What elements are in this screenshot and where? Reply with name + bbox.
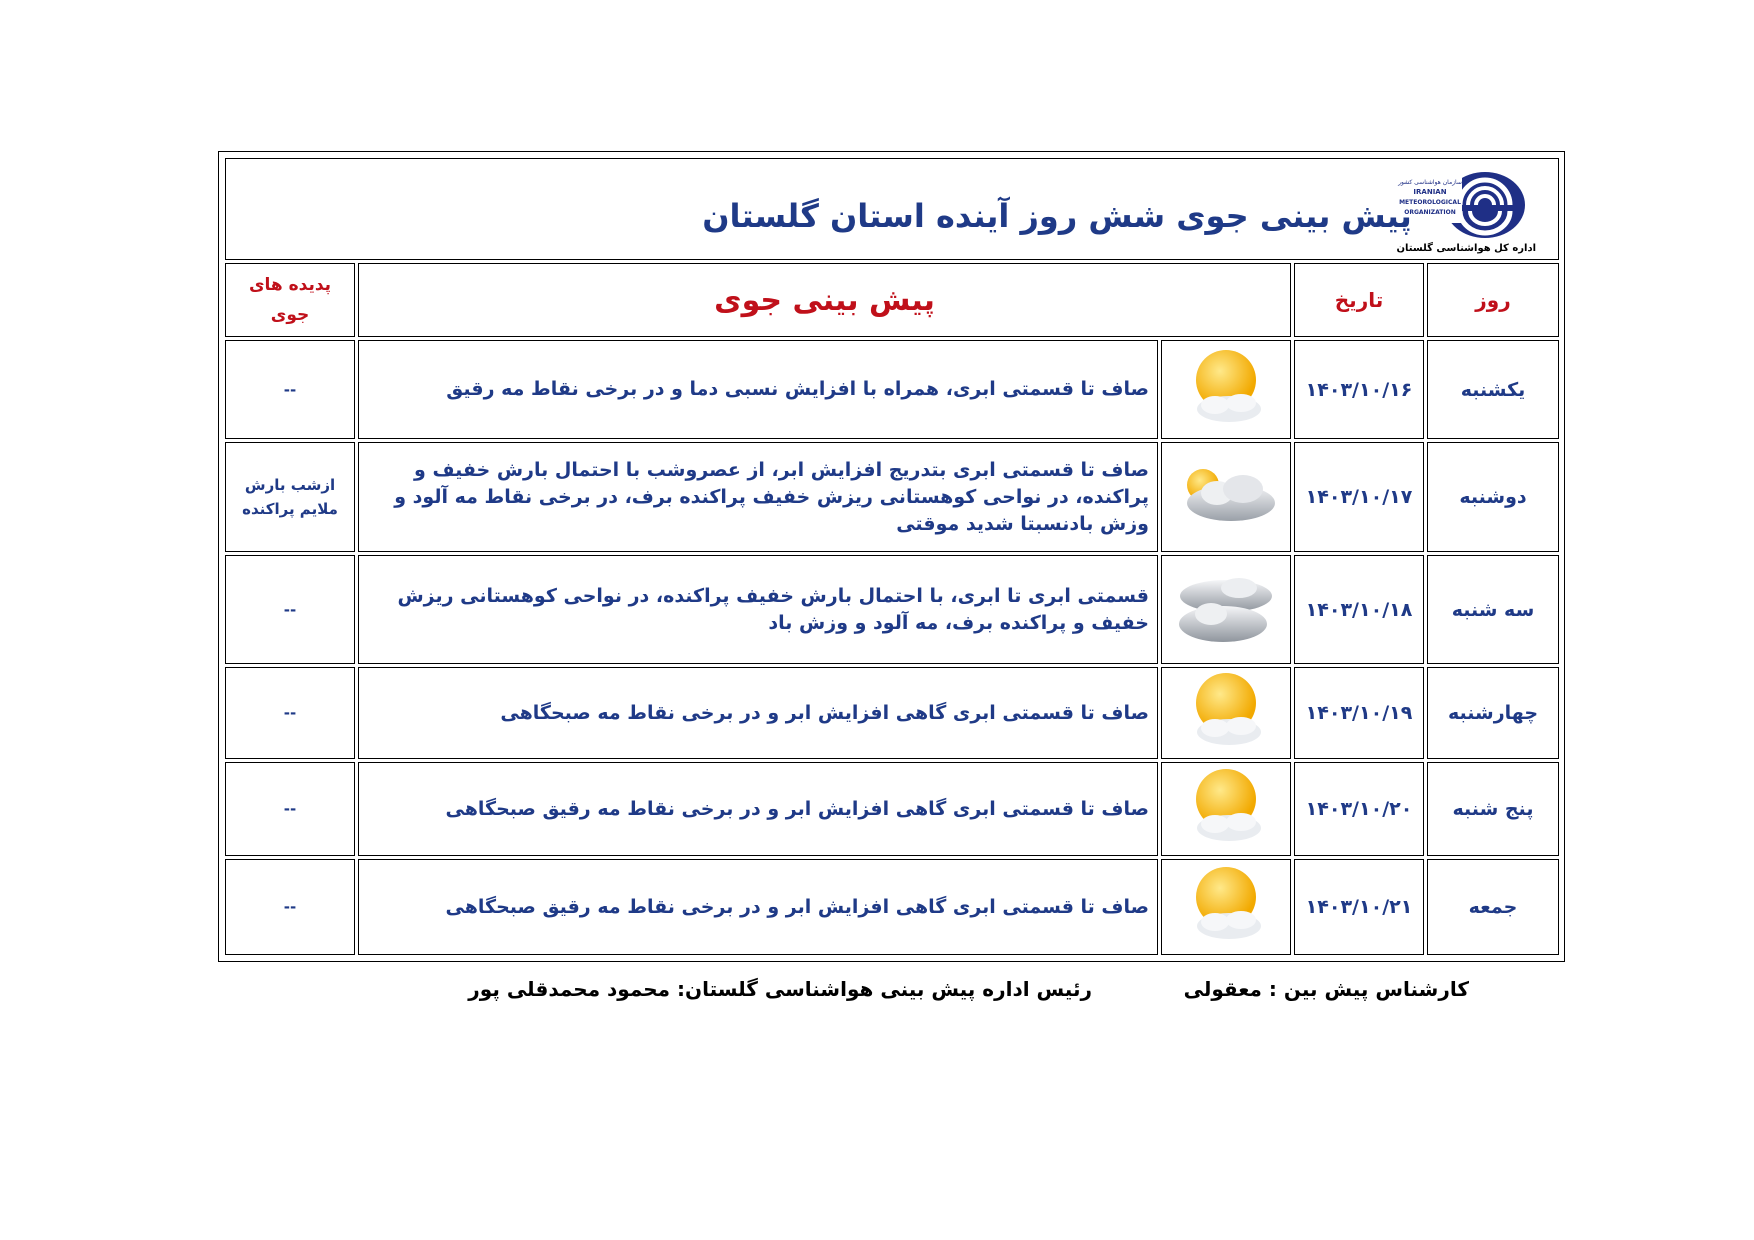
forecast-text: صاف تا قسمتی ابری گاهی افزایش ابر و در برخی نقاط مه رقیق صبحگاهی bbox=[358, 859, 1158, 955]
column-header-forecast: پیش بینی جوی bbox=[358, 263, 1291, 337]
sun-cloud-icon bbox=[1181, 862, 1271, 948]
day-cell: پنج شنبه bbox=[1427, 762, 1559, 856]
department-head: رئیس اداره پیش بینی هواشناسی گلستان: محمود محمدقلی پور bbox=[468, 977, 1092, 1001]
weather-icon-cell bbox=[1161, 340, 1291, 439]
svg-text:ORGANIZATION: ORGANIZATION bbox=[1404, 209, 1456, 216]
column-header-phenomena-line1: پدیده های bbox=[248, 275, 332, 295]
svg-text:سازمان هواشناسی کشور: سازمان هواشناسی کشور bbox=[1398, 179, 1462, 186]
forecast-text: صاف تا قسمتی ابری گاهی افزایش ابر و در برخی نقاط مه صبحگاهی bbox=[358, 667, 1158, 759]
weather-icon-cell bbox=[1161, 555, 1291, 664]
forecast-sheet bbox=[218, 151, 1565, 962]
forecast-text: قسمتی ابری تا ابری، با احتمال بارش خفیف پراکنده، در نواحی کوهستانی ریزش خفیف و پراکنده برف، مه آلود و وزش باد bbox=[358, 555, 1158, 664]
phenomena-cell: -- bbox=[225, 667, 355, 759]
weather-icon-cell bbox=[1161, 667, 1291, 759]
svg-text:METEOROLOGICAL: METEOROLOGICAL bbox=[1399, 199, 1461, 206]
table-row bbox=[225, 555, 1559, 664]
table-row bbox=[225, 442, 1559, 552]
day-cell: جمعه bbox=[1427, 859, 1559, 955]
logo-caption: اداره کل هواشناسی گلستان bbox=[1396, 243, 1536, 254]
phenomena-cell: -- bbox=[225, 555, 355, 664]
day-cell: یکشنبه bbox=[1427, 340, 1559, 439]
svg-text:IRANIAN: IRANIAN bbox=[1413, 188, 1447, 196]
date-cell: ۱۴۰۳/۱۰/۲۱ bbox=[1294, 859, 1424, 955]
column-header-phenomena bbox=[225, 263, 355, 337]
date-cell: ۱۴۰۳/۱۰/۱۶ bbox=[1294, 340, 1424, 439]
cloudy-icon bbox=[1171, 566, 1281, 650]
column-header-phenomena-line2: جوی bbox=[270, 305, 310, 325]
table-row bbox=[225, 762, 1559, 856]
date-cell: ۱۴۰۳/۱۰/۱۹ bbox=[1294, 667, 1424, 759]
weather-icon-cell bbox=[1161, 762, 1291, 856]
page-title: پیش بینی جوی شش روز آینده استان گلستان bbox=[702, 197, 1412, 235]
phenomena-cell: -- bbox=[225, 762, 355, 856]
date-cell: ۱۴۰۳/۱۰/۱۸ bbox=[1294, 555, 1424, 664]
weather-icon-cell bbox=[1161, 442, 1291, 552]
forecast-text: صاف تا قسمتی ابری، همراه با افزایش نسبی دما و در برخی نقاط مه رقیق bbox=[358, 340, 1158, 439]
date-cell: ۱۴۰۳/۱۰/۲۰ bbox=[1294, 762, 1424, 856]
date-cell: ۱۴۰۳/۱۰/۱۷ bbox=[1294, 442, 1424, 552]
day-cell: چهارشنبه bbox=[1427, 667, 1559, 759]
phenomena-cell: -- bbox=[225, 340, 355, 439]
column-header-day: روز bbox=[1427, 263, 1559, 337]
column-header-date: تاریخ bbox=[1294, 263, 1424, 337]
weather-icon-cell bbox=[1161, 859, 1291, 955]
title-bar bbox=[225, 158, 1559, 260]
day-cell: دوشنبه bbox=[1427, 442, 1559, 552]
phenomena-cell: ازشب بارش ملایم پراکنده bbox=[225, 442, 355, 552]
forecast-table bbox=[222, 155, 1562, 958]
phenomena-cell: -- bbox=[225, 859, 355, 955]
forecaster-name: کارشناس پیش بین : معقولی bbox=[1183, 977, 1469, 1001]
forecast-text: صاف تا قسمتی ابری گاهی افزایش ابر و در برخی نقاط مه رقیق صبحگاهی bbox=[358, 762, 1158, 856]
sun-cloud-icon bbox=[1181, 764, 1271, 850]
partly-cloudy-icon bbox=[1171, 455, 1281, 535]
sun-cloud-icon bbox=[1181, 668, 1271, 754]
table-row bbox=[225, 859, 1559, 955]
forecast-text: صاف تا قسمتی ابری بتدریج افزایش ابر، از عصروشب با احتمال بارش خفیف و پراکنده، در نواحی کوهستانی ریزش خفیف پراکنده برف، در برخی نقاط مه آلود و وزش بادنسبتا شدید موقتی bbox=[358, 442, 1158, 552]
table-row bbox=[225, 667, 1559, 759]
day-cell: سه شنبه bbox=[1427, 555, 1559, 664]
table-row bbox=[225, 340, 1559, 439]
sun-cloud-icon bbox=[1181, 345, 1271, 431]
